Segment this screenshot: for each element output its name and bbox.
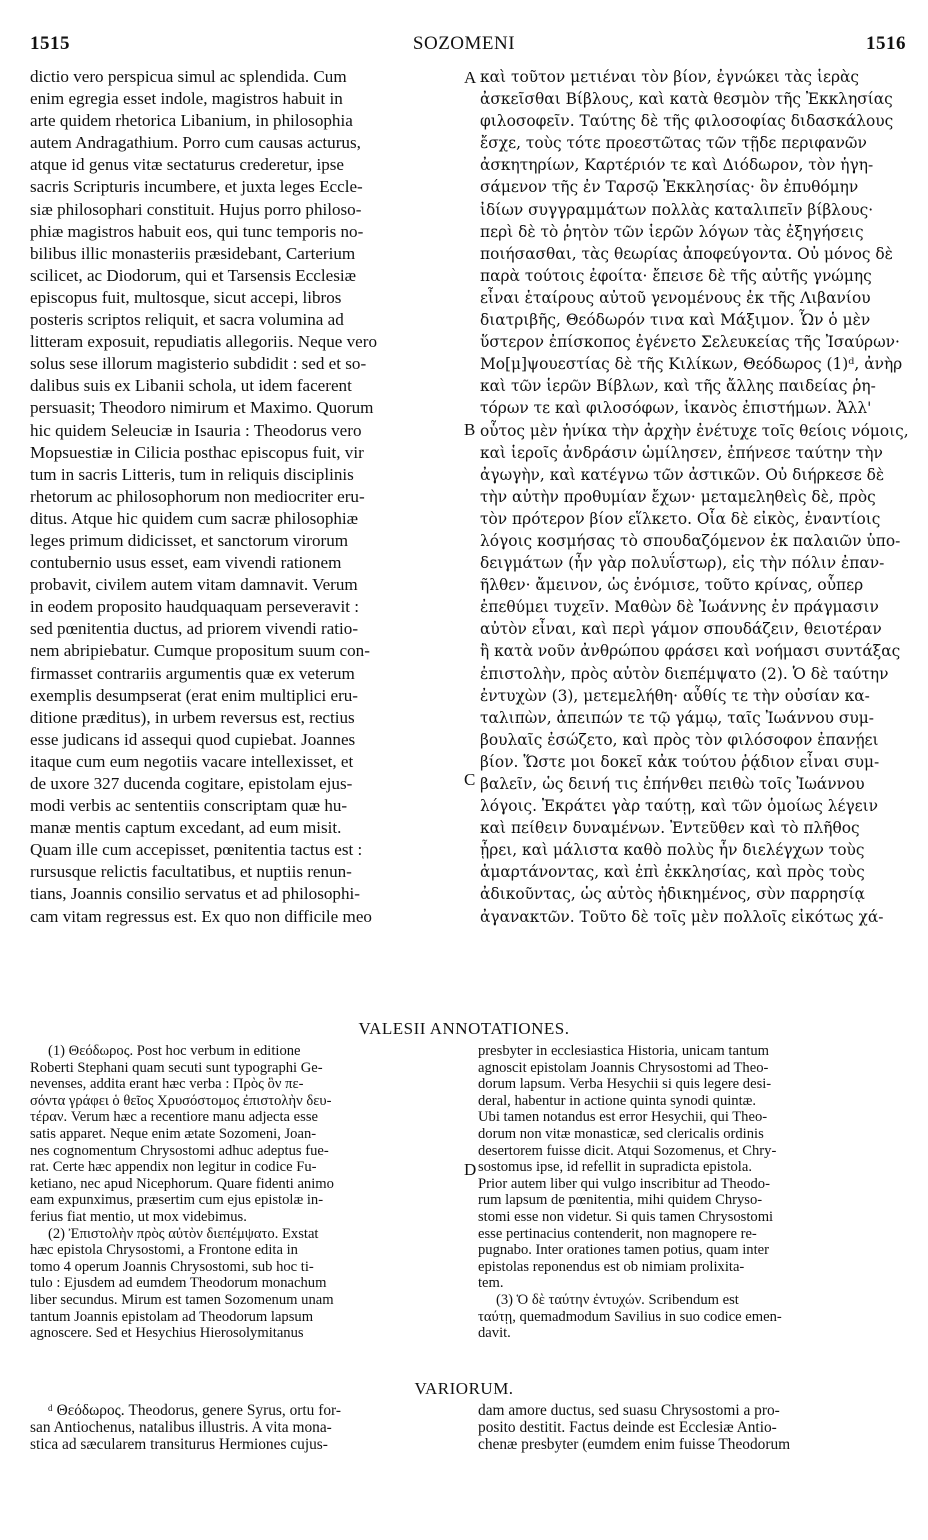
- annotation-line: davit.: [478, 1325, 511, 1342]
- annotation-line: tem.: [478, 1275, 504, 1292]
- annotation-line: stomi esse non videtur. Si quis tamen Chrysostomi: [478, 1208, 774, 1225]
- annotation-line: (2) Ἐπιστολὴν πρὸς αὐτὸν διεπέμψατο. Exstat: [48, 1225, 319, 1242]
- latin-line: ditus. Atque hic quidem cum sacræ philosophiæ: [30, 508, 359, 528]
- latin-line: litteram exposuit, repudiatis allegoriis. Neque vero: [30, 332, 377, 352]
- greek-line: λόγοις κοσμήσας τὸ σπουδαζόμενον ἐκ παλαιῶν ὑπο-: [480, 531, 901, 550]
- annotation-line: ketiano, nec apud Nicephorum. Quare fidenti animo: [30, 1175, 334, 1192]
- greek-line: καὶ ἱεροῖς ἀνδράσιν ὡμίλησεν, ἐπήνεσε ταύτην τὴν: [480, 443, 883, 462]
- latin-line: cam vitam regressus est. Ex quo non difficile meo: [30, 906, 372, 926]
- annotation-line: tulo : Ejusdem ad eumdem Theodorum monachum: [30, 1275, 327, 1292]
- latin-line: Mopsuestiæ in Cilicia posthac episcopus fuit, vir: [30, 442, 364, 462]
- section-marker-d: D: [464, 1160, 477, 1179]
- latin-line: sed pœnitentia ductus, ad priorem vivendi ratio-: [30, 619, 359, 639]
- annotation-line: dorum lapsum. Verba Hesychii si quis legere desi-: [478, 1076, 772, 1093]
- greek-line: σάμενον τῆς ἐν Ταρσῷ Ἐκκλησίας· ὃν ἐπυθόμην: [480, 178, 859, 197]
- latin-line: firmasset contrariis argumentis quæ ex veterum: [30, 663, 355, 683]
- greek-line: βαλεῖν, ὡς δεινή τις ἐπήνθει πειθὼ τοῖς Ἰωάννου: [480, 775, 865, 793]
- greek-line: τὸν πρότερον βίον εἵλκετο. Οἷα δὲ εἰκὸς, ἐναντίοις: [480, 509, 881, 528]
- annotation-line: (3) Ὁ δὲ ταύτην ἐντυχών. Scribendum est: [496, 1291, 739, 1308]
- annotation-line: esse pertinacius contenderit, non magnopere re-: [478, 1225, 757, 1242]
- latin-line: ditione præditus), in urbem reversus est, rectius: [30, 707, 355, 727]
- latin-line: episcopus fuit, multosque, sicut accepi, libros: [30, 287, 342, 307]
- latin-line: Quam ille cum accepisset, pœnitentia tactus est :: [30, 840, 363, 860]
- greek-line: καὶ τοῦτον μετιέναι τὸν βίον, ἐγνώκει τὰς ἱερὰς: [480, 68, 860, 86]
- latin-line: probavit, civilem autem vitam damnavit. Verum: [30, 575, 358, 595]
- greek-line: ἐπιστολὴν, πρὸς αὐτὸν διεπέμψατο (2). Ὁ δὲ ταύτην: [480, 664, 889, 683]
- variorum-title: VARIORUM.: [414, 1379, 514, 1398]
- greek-line: εἶναι ἑταίρους αὐτοῦ γενομένους ἐκ τῆς Λιβανίου: [480, 288, 871, 307]
- greek-text-column: [480, 66, 910, 928]
- latin-line: tians, Joannis consilio servatus et ad philosophi-: [30, 884, 360, 904]
- variorum-line: ᵈ Θεόδωρος. Theodorus, genere Syrus, ortu for-: [48, 1402, 341, 1419]
- variorum-left-column: [30, 1402, 460, 1454]
- annotation-line: satis apparet. Neque enim ætate Sozomeni, Joan-: [30, 1125, 317, 1142]
- greek-line: ἁμαρτάνοντας, καὶ ἐπὶ ἐκκλησίας, καὶ πρὸς τοὺς: [480, 863, 865, 882]
- greek-line: ῆλθεν· ἄμεινον, ὡς ἐνόμισε, τοῦτο κρίνας, οὗπερ: [480, 576, 864, 595]
- valesii-annotations-title: VALESII ANNOTATIONES.: [358, 1019, 570, 1038]
- greek-line: ταλιπὼν, ἀπειπών τε τῷ γάμῳ, ταῖς Ἰωάννου συμ-: [480, 708, 874, 727]
- annotation-line: dorum non vitæ monasticæ, sed clericalis ordinis: [478, 1125, 764, 1142]
- greek-line: ἀγωγὴν, καὶ κατέγνω τῶν ἀστικῶν. Οὐ διήρκεσε δὲ: [480, 465, 885, 484]
- greek-line: καὶ τῶν ἱερῶν Βίβλων, καὶ τῆς ἄλλης παιδείας ῥη-: [480, 377, 876, 396]
- greek-line: ἔσχε, τοὺς τότε προεστῶτας τῶν τῇδε περιφανῶν: [480, 134, 867, 153]
- latin-line: solus sese illorum magisterio subdidit : sed et so-: [30, 354, 367, 374]
- annotation-line: Prior autem liber qui vulgo inscribitur ad Theodo-: [478, 1175, 770, 1192]
- variorum-line: chenæ presbyter (eumdem enim fuisse Theodorum: [478, 1436, 791, 1454]
- annotation-line: σόντα γράφει ὁ θεῖος Χρυσόστομος ἐπιστολὴν δευ-: [30, 1092, 332, 1109]
- greek-line: ὕστερον ἐπίσκοπος ἐγένετο Σελευκείας τῆς Ἰσαύρων·: [480, 333, 900, 352]
- section-marker-c: C: [464, 770, 476, 789]
- annotation-line: tantum Joannis epistolam ad Theodorum lapsum: [30, 1308, 314, 1325]
- annotation-line: eam expunximus, præsertim cum ejus epistolæ in-: [30, 1192, 324, 1209]
- variorum-right-column: [478, 1402, 908, 1454]
- greek-line: ᾖρει, καὶ μάλιστα καθὸ πολὺς ἦν διελέγχων τοὺς: [480, 841, 865, 860]
- greek-line: δειγμάτων (ἦν γὰρ πολυΐστωρ), εἰς τὴν πόλιν ἐπαν-: [480, 554, 885, 573]
- greek-line: ἐντυχὼν (3), μετεμελήθη· αὖθίς τε τὴν οὐσίαν κα-: [480, 686, 870, 705]
- greek-line: διατριβῆς, Θεόδωρόν τινα καὶ Μάξιμον. Ὧν ὁ μὲν: [480, 311, 871, 330]
- annotation-line: agnoscit epistolam Joannis Chrysostomi ad Theo-: [478, 1059, 769, 1076]
- latin-line: rursusque relictis facultatibus, et nuptiis renun-: [30, 862, 352, 882]
- latin-line: autem Andragathium. Porro cum causas acturus,: [30, 133, 361, 153]
- latin-line: exemplis desumpserat (erat enim multiplici eru-: [30, 685, 359, 705]
- latin-line: manæ mentis captum excedant, ad eum misit.: [30, 818, 342, 838]
- greek-line: φιλοσοφεῖν. Ταύτης δὲ τῆς φιλοσοφίας διδασκάλους: [480, 112, 894, 131]
- annotation-line: ferius fiat mentio, ut mox videbimus.: [30, 1208, 247, 1225]
- annotation-line: ταύτῃ, quemadmodum Savilius in suo codice emen-: [478, 1308, 782, 1325]
- latin-line: posteris scriptos reliquit, et sacra volumina ad: [30, 310, 344, 330]
- greek-line: ἀσκεῖσθαι Βίβλους, καὶ κατὰ θεσμὸν τῆς Ἐκκλησίας: [480, 90, 893, 109]
- page-number-right: 1516: [866, 33, 906, 54]
- latin-text-column: [30, 66, 460, 928]
- latin-line: contubernio usus esset, eam vivendi rationem: [30, 553, 342, 573]
- latin-line: phiæ magistros habuit eos, qui tunc temporis no-: [30, 221, 364, 241]
- annotation-line: agnoscere. Sed et Hesychius Hierosolymitanus: [30, 1325, 304, 1342]
- latin-line: atque id genus vitæ sectaturus crederetur, ipse: [30, 155, 345, 175]
- greek-line: λόγοις. Ἐκράτει γὰρ ταύτῃ, καὶ τῶν ὁμοίως λέγειν: [480, 797, 879, 816]
- annotation-line: nes cognomentum Chrysostomi adhuc adeptus fue-: [30, 1142, 329, 1159]
- greek-line: περὶ δὲ τὸ ῥητὸν τῶν ἱερῶν λόγων τὰς ἐξηγήσεις: [480, 222, 864, 241]
- latin-line: hic quidem Seleuciæ in Isauria : Theodorus vero: [30, 420, 362, 440]
- greek-line: ἐπεθύμει τυχεῖν. Μαθὼν δὲ Ἰωάννης ἐν πράγμασιν: [480, 598, 879, 617]
- latin-line: nem abripiebatur. Cumque propositum suum con-: [30, 641, 370, 661]
- latin-line: de uxore 327 ducenda cogitare, epistolam ejus-: [30, 774, 353, 793]
- latin-line: itaque cum eum negotiis vacare intellexisset, et: [30, 751, 354, 771]
- annotation-line: hæc epistola Chrysostomi, a Frontone edita in: [30, 1242, 298, 1259]
- variorum-line: dam amore ductus, sed suasu Chrysostomi a pro-: [478, 1402, 780, 1419]
- latin-line: persuasit; Theodoro nimirum et Maximo. Quorum: [30, 398, 374, 418]
- latin-line: esse judicans id assequi quod cupiebat. Joannes: [30, 729, 356, 749]
- running-title: SOZOMENI: [412, 33, 516, 54]
- latin-line: rhetorum ac philosophorum non mediocriter eru-: [30, 486, 365, 506]
- variorum-line: san Antiochenus, natalibus illustris. A vita mona-: [30, 1419, 332, 1437]
- greek-line: βίον. Ὥστε μοι δοκεῖ κἀκ τούτου ῥᾴδιον εἶναι συμ-: [480, 752, 880, 771]
- annotation-line: liber secundus. Mirum est tamen Sozomenum unam: [30, 1291, 334, 1308]
- page-number-left: 1515: [30, 33, 70, 54]
- annotation-line: sostomus ipse, id refellit in supradicta epistola.: [478, 1159, 752, 1176]
- annotation-line: pugnabo. Inter orationes tamen potius, quam inter: [478, 1242, 769, 1259]
- greek-line: αὐτὸν εἶναι, καὶ περὶ γάμον σπουδάζειν, θειοτέραν: [480, 620, 882, 639]
- greek-line: ἀγανακτῶν. Τοῦτο δὲ τοῖς μὲν πολλοῖς εἰκότως χά-: [480, 907, 884, 926]
- greek-line: ἀδικοῦντας, ὡς αὐτὸς ἠδικημένος, σὺν παρρησίᾳ: [480, 885, 865, 904]
- greek-line: παρὰ τούτοις ἐφοίτα· ἔπεισε δὲ τῆς αὐτῆς γνώμης: [480, 266, 872, 285]
- greek-line: ἀσκητηρίων, Καρτέριόν τε καὶ Διόδωρον, τὸν ἡγη-: [480, 156, 874, 175]
- latin-line: in eodem proposito haudquaquam perseveravit :: [30, 597, 359, 617]
- annotations-left-column: [30, 1043, 462, 1342]
- latin-line: dalibus suis ex Libanii schola, ut idem facerent: [30, 376, 352, 396]
- greek-line: Μο[μ]ψουεστίας δὲ τῆς Κιλίκων, Θεόδωρος (1)ᵈ, ἀνὴρ: [480, 355, 903, 374]
- latin-line: bilibus illic monasteriis præsidebant, Carterium: [30, 243, 356, 263]
- annotation-line: deral, habentur in actione quinta synodi quintæ.: [478, 1092, 757, 1109]
- greek-line: ποιήσασθαι, τὰς θεωρίας ἀποφεύγοντα. Οὐ μόνος δὲ: [480, 244, 893, 263]
- annotation-line: (1) Θεόδωρος. Post hoc verbum in editione: [48, 1043, 301, 1059]
- latin-line: arte quidem rhetorica Libanium, in philosophia: [30, 111, 353, 131]
- variorum-line: posito destitit. Factus deinde est Ecclesiæ Antio-: [478, 1419, 777, 1437]
- annotation-line: presbyter in ecclesiastica Historia, unicam tantum: [478, 1043, 769, 1059]
- annotation-line: rat. Certe hæc appendix non legitur in codice Fu-: [30, 1159, 317, 1176]
- annotation-line: rum lapsum de pœnitentia, mihi quidem Chryso-: [478, 1192, 763, 1209]
- annotation-line: τέραν. Verum hæc a recentiore manu adjecta esse: [30, 1109, 318, 1126]
- latin-line: modi verbis ac sententiis conscriptam quæ hu-: [30, 796, 348, 816]
- annotation-line: desertorem fuisse dicit. Atqui Sozomenus, et Chry-: [478, 1142, 777, 1159]
- annotation-line: epistolas reponendus est ob nimiam prolixita-: [478, 1258, 745, 1275]
- annotation-line: tomo 4 operum Joannis Chrysostomi, sub hoc ti-: [30, 1258, 314, 1275]
- section-marker-a: A: [464, 68, 477, 87]
- latin-line: leges primum didicisset, et sanctorum virorum: [30, 530, 349, 550]
- annotation-line: Ubi tamen notandus est error Hesychii, qui Theo-: [478, 1109, 768, 1126]
- greek-line: βουλαῖς ἐσώζετο, καὶ πρὸς τὸν φιλόσοφον ἐπανῄει: [480, 730, 879, 749]
- variorum-line: stica ad sæcularem transiturus Hermiones cujus-: [30, 1436, 328, 1454]
- greek-line: τόρων τε καὶ φιλοσόφων, ἱκανὸς ἐπιστήμων. Ἀλλ': [480, 399, 872, 418]
- latin-line: enim egregia esset indole, magistros habuit in: [30, 89, 343, 109]
- latin-line: dictio vero perspicua simul ac splendida. Cum: [30, 67, 347, 86]
- annotations-right-column: [478, 1043, 910, 1342]
- latin-line: siæ philosophari constituit. Hujus porro philoso-: [30, 199, 362, 219]
- greek-line: τὴν αὐτὴν προθυμίαν ἔχων· μεταμεληθεὶς δὲ, πρὸς: [480, 487, 876, 506]
- section-marker-b: B: [464, 420, 476, 439]
- greek-line: ἢ κατὰ νοῦν ἀνθρώπου φράσει καὶ νοήμασι συντάξας: [480, 642, 901, 661]
- latin-line: sacris Scripturis incumbere, et juxta leges Eccle-: [30, 177, 363, 197]
- greek-line: καὶ πείθειν δυναμένων. Ἐντεῦθεν καὶ τὸ πλῆθος: [480, 819, 860, 838]
- greek-line: ἰδίων συγγραμμάτων πολλὰς καταλιπεῖν βίβλους·: [480, 200, 874, 219]
- annotation-line: nevenses, addita erant hæc verba : Πρὸς ὃν πε-: [30, 1076, 304, 1093]
- greek-line: οὗτος μὲν ἡνίκα τὴν ἀρχὴν ἐνέτυχε τοῖς θείοις νόμοις,: [480, 421, 909, 440]
- annotation-line: Roberti Stephani quam secuti sunt typographi Ge-: [30, 1059, 323, 1076]
- latin-line: tum in sacris Litteris, tum in reliquis disciplinis: [30, 464, 354, 484]
- latin-line: scilicet, ac Diodorum, qui et Tarsensis Ecclesiæ: [30, 265, 357, 285]
